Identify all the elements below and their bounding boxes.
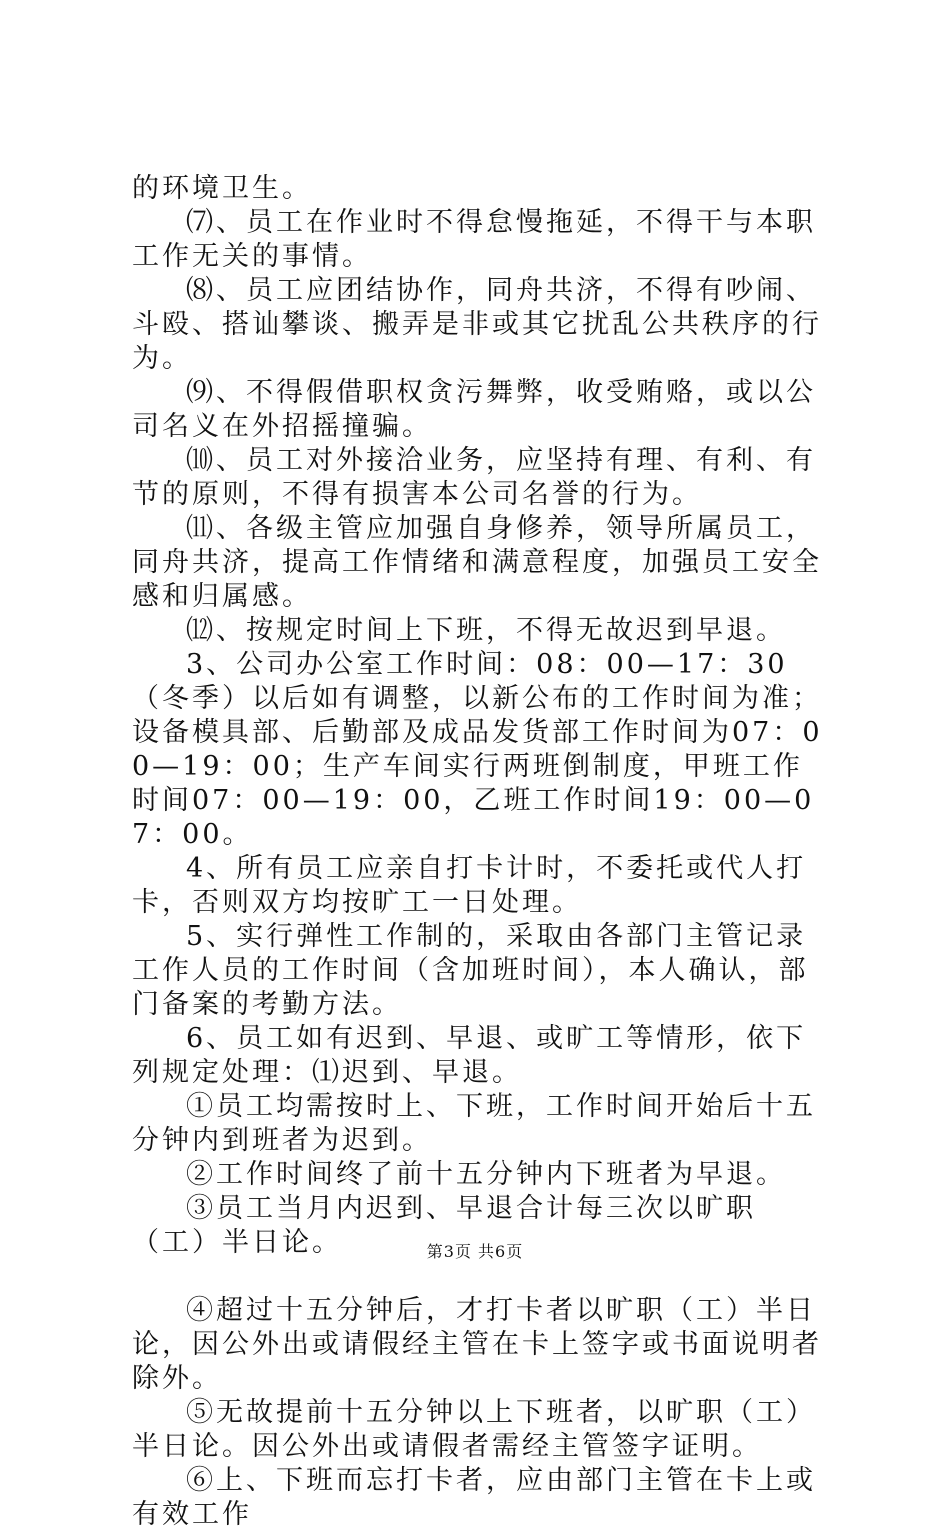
paragraph: ⑾、各级主管应加强自身修养，领导所属员工，同舟共济，提高工作情绪和满意程度，加强员工安全感和归属感。 xyxy=(132,513,822,612)
paragraph: ③员工当月内迟到、早退合计每三次以旷职（工）半日论。 xyxy=(132,1193,756,1258)
paragraph: ②工作时间终了前十五分钟内下班者为早退。 xyxy=(186,1159,786,1190)
paragraph: ⑤无故提前十五分钟以上下班者，以旷职（工）半日论。因公外出或请假者需经主管签字证明。 xyxy=(132,1397,816,1462)
paragraph: 6、员工如有迟到、早退、或旷工等情形，依下列规定处理：⑴迟到、早退。 xyxy=(132,1023,807,1088)
paragraph: 3、公司办公室工作时间：08：00—17：30（冬季）以后如有调整，以新公布的工作时间为准；设备模具部、后勤部及成品发货部工作时间为07：00—19：00；生产车间实行两班倒制度，甲班工作时间07：00—19：00，乙班工作时间19：00—07：00。 xyxy=(132,649,823,850)
paragraph: ⑿、按规定时间上下班，不得无故迟到早退。 xyxy=(186,615,786,646)
paragraph: 4、所有员工应亲自打卡计时，不委托或代人打卡，否则双方均按旷工一日处理。 xyxy=(132,853,807,918)
paragraph: ⑼、不得假借职权贪污舞弊，收受贿赂，或以公司名义在外招摇撞骗。 xyxy=(132,377,816,442)
paragraph: ⑺、员工在作业时不得怠慢拖延，不得干与本职工作无关的事情。 xyxy=(132,207,816,272)
paragraph: 的环境卫生。 xyxy=(132,173,312,204)
paragraph: ⑽、员工对外接洽业务，应坚持有理、有利、有节的原则，不得有损害本公司名誉的行为。 xyxy=(132,445,816,510)
paragraph: ⑥上、下班而忘打卡者，应由部门主管在卡上或有效工作 xyxy=(132,1465,816,1530)
blank-line xyxy=(132,1260,832,1294)
paragraph: ①员工均需按时上、下班，工作时间开始后十五分钟内到班者为迟到。 xyxy=(132,1091,816,1156)
document-body xyxy=(132,172,832,1532)
paragraph: ⑻、员工应团结协作，同舟共济，不得有吵闹、斗殴、搭讪攀谈、搬弄是非或其它扰乱公共秩序的行为。 xyxy=(132,275,822,374)
page-footer: 第3页 共6页 xyxy=(426,1242,524,1261)
paragraph: ④超过十五分钟后，才打卡者以旷职（工）半日论，因公外出或请假经主管在卡上签字或书面说明者除外。 xyxy=(132,1295,822,1394)
paragraph: 5、实行弹性工作制的，采取由各部门主管记录工作人员的工作时间（含加班时间），本人确认，部门备案的考勤方法。 xyxy=(132,921,809,1020)
